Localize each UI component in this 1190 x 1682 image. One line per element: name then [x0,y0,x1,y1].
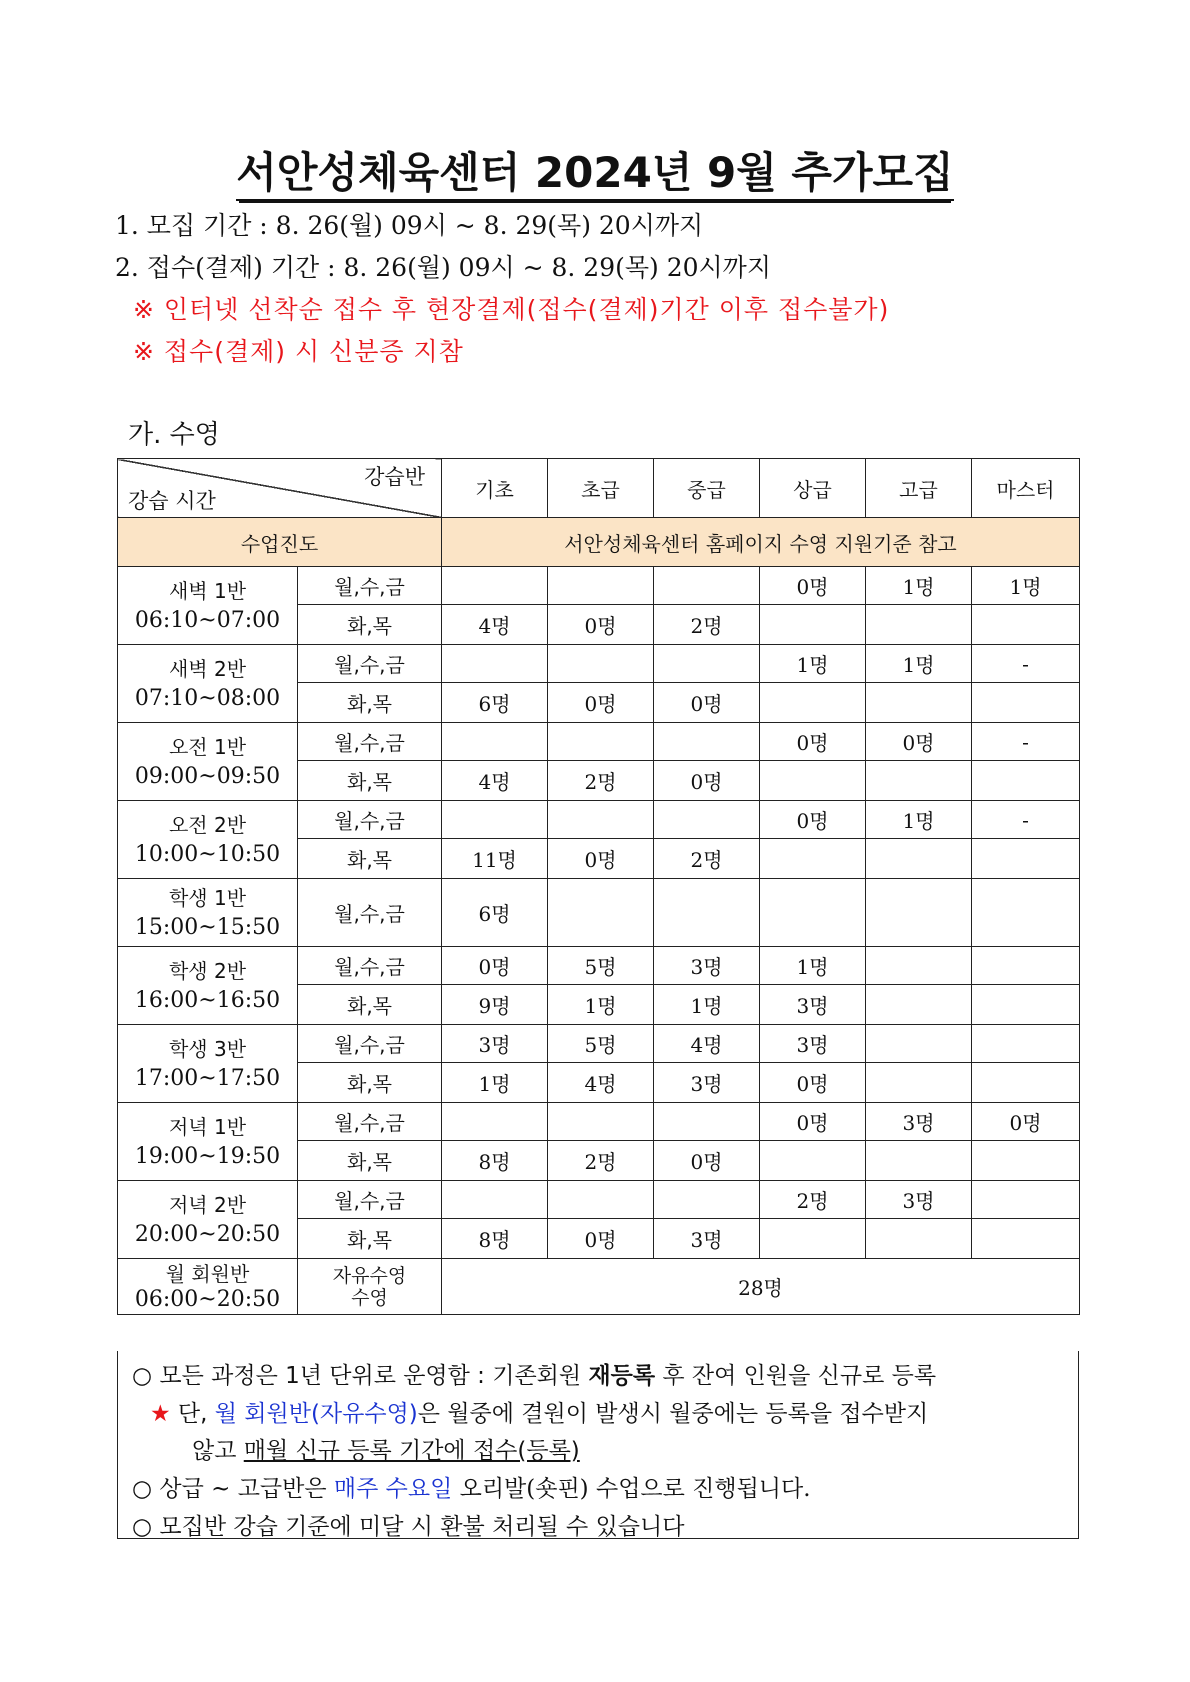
count-advanced [866,879,972,947]
level-header-advanced: 고급 [866,459,972,518]
count-advanced: 3명 [866,1181,972,1219]
payment-period: 2. 접수(결제) 기간 : 8. 26(월) 09시 ~ 8. 29(목) 20시까지 [115,253,771,282]
level-header-basic: 기초 [442,459,548,518]
count-master [972,1025,1080,1063]
slot-days: 화,목 [298,1219,442,1259]
slot-name: 저녁 1반 [168,1114,247,1139]
slot-days: 월,수,금 [298,801,442,839]
monthly-type [298,1259,442,1315]
count-beginner [548,645,654,683]
level-header-intermediate: 중급 [654,459,760,518]
section-heading-swimming: 가. 수영 [128,420,220,450]
count-beginner: 2명 [548,1141,654,1181]
count-advanced [866,1219,972,1259]
table-row [118,1181,1080,1219]
monthly-type-line1: 자유수영 [332,1264,407,1287]
slot-days: 월,수,금 [298,645,442,683]
table-row [118,645,1080,683]
count-intermediate: 0명 [654,761,760,801]
count-intermediate [654,1103,760,1141]
count-upper [760,761,866,801]
count-advanced [866,839,972,879]
count-intermediate [654,879,760,947]
slot-days: 화,목 [298,605,442,645]
count-intermediate [654,801,760,839]
slot-student-3 [118,1025,298,1103]
count-advanced [866,1063,972,1103]
slot-monthly [118,1259,298,1315]
count-intermediate: 4명 [654,1025,760,1063]
count-master [972,947,1080,985]
count-beginner: 5명 [548,1025,654,1063]
count-intermediate: 3명 [654,1219,760,1259]
count-advanced [866,683,972,723]
slot-morning-1 [118,723,298,801]
footer-notes [117,1351,1079,1539]
count-basic: 6명 [442,683,548,723]
notice-id-required: ※ 접수(결제) 시 신분증 지참 [133,337,464,366]
count-basic: 3명 [442,1025,548,1063]
slot-morning-2 [118,801,298,879]
corner-header-class: 강습반 [364,465,425,489]
slot-name: 오전 2반 [168,812,247,837]
count-basic [442,723,548,761]
count-basic [442,1103,548,1141]
count-beginner [548,567,654,605]
count-intermediate: 2명 [654,839,760,879]
slot-name: 오전 1반 [168,734,247,759]
count-upper [760,839,866,879]
count-master [972,839,1080,879]
footer-line-monthly-cont: 않고 매월 신규 등록 기간에 접수(등록) [192,1438,580,1464]
count-master [972,1219,1080,1259]
count-beginner [548,879,654,947]
count-beginner [548,801,654,839]
count-advanced [866,605,972,645]
slot-days: 화,목 [298,839,442,879]
count-basic: 8명 [442,1141,548,1181]
table-row [118,801,1080,839]
table-row [118,879,1080,947]
star-icon: ★ [150,1401,171,1427]
slot-time: 17:00~17:50 [134,1065,281,1091]
corner-header-cell [118,459,442,518]
count-basic: 8명 [442,1219,548,1259]
slot-days: 월,수,금 [298,567,442,605]
count-master [972,1063,1080,1103]
slot-days: 화,목 [298,1063,442,1103]
count-advanced: 1명 [866,567,972,605]
count-basic: 1명 [442,1063,548,1103]
count-beginner: 1명 [548,985,654,1025]
slot-days: 화,목 [298,1141,442,1181]
count-beginner [548,723,654,761]
count-advanced [866,947,972,985]
slot-evening-1 [118,1103,298,1181]
progress-row [118,518,1080,567]
slot-name: 새벽 1반 [168,578,247,603]
count-upper: 0명 [760,1103,866,1141]
recruit-period: 1. 모집 기간 : 8. 26(월) 09시 ~ 8. 29(목) 20시까지 [115,211,704,240]
table-row [118,723,1080,761]
count-upper [760,683,866,723]
count-basic: 4명 [442,605,548,645]
footer-line-annual: ○ 모든 과정은 1년 단위로 운영함 : 기존회원 재등록 후 잔여 인원을 신규로 등록 [132,1363,937,1389]
count-beginner: 0명 [548,605,654,645]
footer-monthly-period: 매월 신규 등록 기간에 접수(등록) [243,1438,580,1464]
slot-days: 화,목 [298,985,442,1025]
slot-name: 학생 1반 [168,885,247,910]
count-beginner: 4명 [548,1063,654,1103]
count-master: - [972,723,1080,761]
count-basic: 11명 [442,839,548,879]
count-intermediate [654,1181,760,1219]
level-header-upper: 상급 [760,459,866,518]
count-upper [760,605,866,645]
count-master: - [972,645,1080,683]
count-advanced [866,1025,972,1063]
slot-time: 10:00~10:50 [134,841,281,867]
table-row [118,1025,1080,1063]
count-advanced [866,1141,972,1181]
count-advanced: 3명 [866,1103,972,1141]
count-upper: 0명 [760,801,866,839]
count-upper: 1명 [760,645,866,683]
count-intermediate [654,645,760,683]
footer-line-fins: ○ 상급 ~ 고급반은 매주 수요일 오리발(숏핀) 수업으로 진행됩니다. [132,1476,811,1502]
count-beginner: 2명 [548,761,654,801]
count-basic: 4명 [442,761,548,801]
monthly-count: 28명 [442,1259,1080,1315]
footer-line-refund: ○ 모집반 강습 기준에 미달 시 환불 처리될 수 있습니다 [132,1514,685,1540]
count-master [972,605,1080,645]
slot-evening-2 [118,1181,298,1259]
slot-days: 화,목 [298,683,442,723]
count-upper [760,1219,866,1259]
table-row [118,567,1080,605]
slot-time: 16:00~16:50 [134,987,281,1013]
count-master [972,879,1080,947]
count-master [972,761,1080,801]
slot-days: 월,수,금 [298,723,442,761]
count-master [972,683,1080,723]
table-row [118,1103,1080,1141]
slot-name: 학생 2반 [168,958,247,983]
count-intermediate: 3명 [654,947,760,985]
count-upper: 3명 [760,1025,866,1063]
page-title-text: 서안성체육센터 2024년 9월 추가모집 [236,148,953,201]
slot-days: 월,수,금 [298,1181,442,1219]
corner-header-time: 강습 시간 [128,489,216,513]
count-upper: 0명 [760,567,866,605]
count-advanced: 1명 [866,801,972,839]
count-intermediate: 3명 [654,1063,760,1103]
count-intermediate [654,723,760,761]
slot-dawn-1 [118,567,298,645]
count-intermediate: 1명 [654,985,760,1025]
level-header-master: 마스터 [972,459,1080,518]
count-intermediate: 0명 [654,683,760,723]
count-upper: 1명 [760,947,866,985]
slot-days: 월,수,금 [298,879,442,947]
count-beginner: 0명 [548,1219,654,1259]
swimming-schedule-table [117,458,1080,1315]
progress-text: 서안성체육센터 홈페이지 수영 지원기준 참고 [442,518,1080,567]
count-upper [760,1141,866,1181]
count-intermediate [654,567,760,605]
slot-days: 월,수,금 [298,1025,442,1063]
count-master: 1명 [972,567,1080,605]
slot-dawn-2 [118,645,298,723]
count-master: 0명 [972,1103,1080,1141]
count-basic [442,1181,548,1219]
slot-name: 월 회원반 [165,1261,250,1286]
slot-name: 저녁 2반 [168,1192,247,1217]
slot-time: 06:00~20:50 [134,1286,281,1312]
count-advanced: 0명 [866,723,972,761]
slot-student-1 [118,879,298,947]
footer-reregister: 재등록 [588,1363,656,1389]
count-basic: 6명 [442,879,548,947]
slot-name: 새벽 2반 [168,656,247,681]
slot-days: 월,수,금 [298,947,442,985]
count-master: - [972,801,1080,839]
footer-monthly-class: 월 회원반(자유수영) [214,1401,418,1427]
page-title [0,140,1190,200]
slot-time: 19:00~19:50 [134,1143,281,1169]
count-upper: 0명 [760,723,866,761]
count-beginner: 0명 [548,839,654,879]
count-upper: 2명 [760,1181,866,1219]
table-row-monthly [118,1259,1080,1315]
count-master [972,1181,1080,1219]
progress-label: 수업진도 [118,518,442,567]
count-upper: 0명 [760,1063,866,1103]
count-basic [442,801,548,839]
slot-name: 학생 3반 [168,1036,247,1061]
table-row [118,947,1080,985]
count-beginner [548,1103,654,1141]
slot-time: 09:00~09:50 [134,763,281,789]
table-header-row [118,459,1080,518]
slot-time: 07:10~08:00 [134,685,281,711]
count-advanced: 1명 [866,645,972,683]
count-basic [442,645,548,683]
count-master [972,985,1080,1025]
footer-line-monthly: ★ 단, 월 회원반(자유수영)은 월중에 결원이 발생시 월중에는 등록을 접수받지 [150,1401,929,1427]
slot-student-2 [118,947,298,1025]
count-basic: 0명 [442,947,548,985]
count-upper [760,879,866,947]
count-upper: 3명 [760,985,866,1025]
footer-wednesday: 매주 수요일 [333,1476,453,1502]
level-header-beginner: 초급 [548,459,654,518]
count-intermediate: 0명 [654,1141,760,1181]
monthly-type-line2: 수영 [351,1286,388,1309]
notice-online-first-come: ※ 인터넷 선착순 접수 후 현장결제(접수(결제)기간 이후 접수불가) [133,295,890,324]
count-advanced [866,985,972,1025]
slot-time: 06:10~07:00 [134,607,281,633]
slot-days: 월,수,금 [298,1103,442,1141]
slot-time: 20:00~20:50 [134,1221,281,1247]
count-master [972,1141,1080,1181]
count-basic: 9명 [442,985,548,1025]
count-beginner: 0명 [548,683,654,723]
count-beginner: 5명 [548,947,654,985]
count-basic [442,567,548,605]
count-advanced [866,761,972,801]
count-beginner [548,1181,654,1219]
count-intermediate: 2명 [654,605,760,645]
slot-days: 화,목 [298,761,442,801]
slot-time: 15:00~15:50 [134,914,281,940]
